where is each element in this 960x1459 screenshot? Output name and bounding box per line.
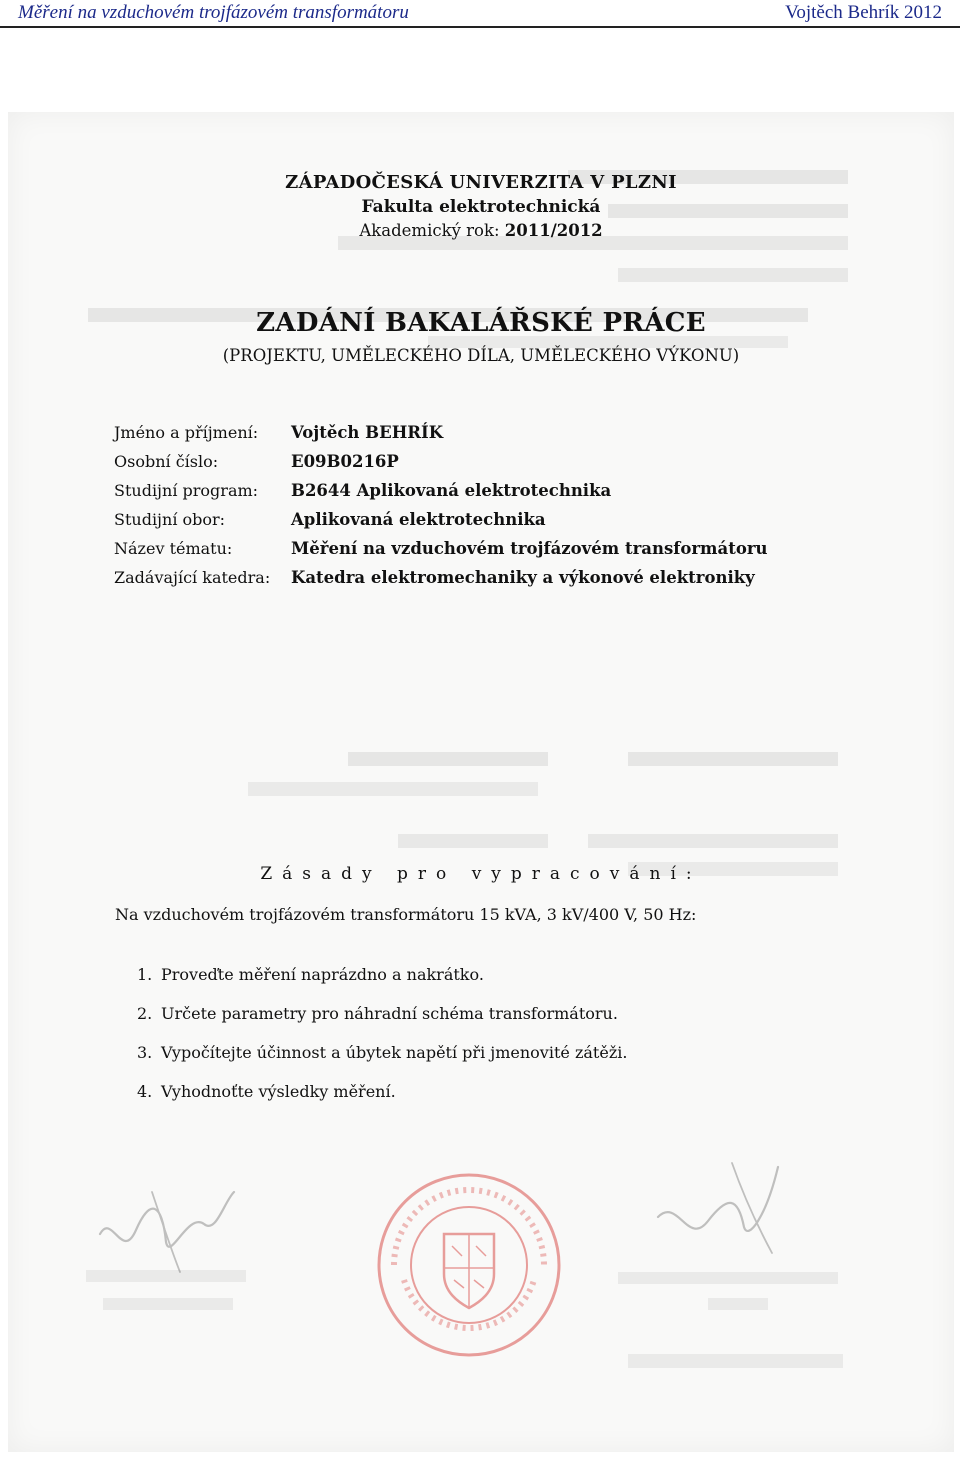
assignment-title-block: [8, 308, 954, 365]
dean-signature: [648, 1157, 798, 1267]
info-row: [114, 447, 768, 476]
task-text: Proveďte měření naprázdno a nakrátko.: [161, 965, 484, 984]
student-info-table: [114, 418, 768, 592]
task-item: [137, 1004, 627, 1043]
academic-year: [8, 221, 954, 240]
faculty-name: Fakulta elektrotechnická: [361, 197, 601, 217]
info-row: [114, 418, 768, 447]
task-text: Vyhodnoťte výsledky měření.: [161, 1082, 396, 1101]
task-text: Vypočítejte účinnost a úbytek napětí při jmenovité zátěži.: [161, 1043, 628, 1062]
running-header-author-year: Vojtěch Behrík 2012: [785, 2, 942, 23]
info-row: [114, 534, 768, 563]
task-number: 1.: [137, 965, 153, 984]
info-value: E09B0216P: [291, 452, 399, 471]
running-header-title: Měření na vzduchovém trojfázovém transformátoru: [18, 2, 409, 23]
faculty-stamp: [374, 1170, 564, 1360]
academic-year-value: 2011/2012: [504, 221, 603, 240]
task-number: 2.: [137, 1004, 153, 1023]
info-row: [114, 563, 768, 592]
info-value: B2644 Aplikovaná elektrotechnika: [291, 481, 612, 500]
info-label: Studijní program:: [114, 481, 259, 500]
assignment-title: ZADÁNÍ BAKALÁŘSKÉ PRÁCE: [256, 308, 706, 338]
page-content: [8, 112, 954, 1452]
scanned-assignment-page: [8, 112, 954, 1452]
task-list: [137, 965, 627, 1121]
principles-heading: Zásady pro vypracování:: [260, 864, 702, 884]
info-value: Měření na vzduchovém trojfázovém transformátoru: [291, 539, 768, 558]
info-label: Osobní číslo:: [114, 452, 219, 471]
info-value: Aplikovaná elektrotechnika: [291, 510, 546, 529]
task-number: 3.: [137, 1043, 153, 1062]
info-label: Jméno a příjmení:: [114, 423, 259, 442]
info-row: [114, 476, 768, 505]
running-header: [0, 0, 960, 28]
task-text: Určete parametry pro náhradní schéma transformátoru.: [161, 1004, 618, 1023]
info-label: Zadávající katedra:: [114, 568, 271, 587]
task-item: [137, 1082, 627, 1121]
university-header: [8, 172, 954, 240]
info-label: Název tématu:: [114, 539, 233, 558]
task-item: [137, 1043, 627, 1082]
assignment-subtitle: (PROJEKTU, UMĚLECKÉHO DÍLA, UMĚLECKÉHO VÝKONU): [222, 346, 740, 365]
principles-intro: Na vzduchovém trojfázovém transformátoru 15 kVA, 3 kV/400 V, 50 Hz:: [115, 905, 697, 924]
info-label: Studijní obor:: [114, 510, 226, 529]
info-row: [114, 505, 768, 534]
academic-year-label: Akademický rok:: [359, 221, 500, 240]
university-name: ZÁPADOČESKÁ UNIVERZITA V PLZNI: [285, 172, 677, 193]
task-item: [137, 965, 627, 1004]
info-value: Katedra elektromechaniky a výkonové elektroniky: [291, 568, 755, 587]
department-head-signature: [92, 1172, 242, 1282]
task-number: 4.: [137, 1082, 153, 1101]
info-value: Vojtěch BEHRÍK: [291, 423, 444, 442]
